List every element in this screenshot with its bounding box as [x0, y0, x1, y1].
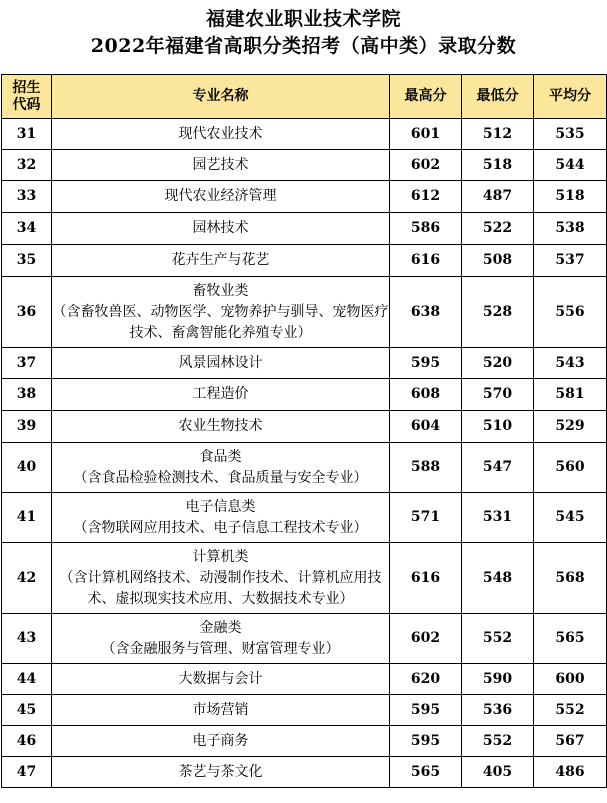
cell-major: [52, 493, 390, 543]
table-row: [2, 726, 607, 757]
table-row: [2, 245, 607, 277]
cell-code: 35: [2, 245, 52, 277]
cell-major: [52, 664, 390, 695]
cell-major: [52, 614, 390, 664]
major-name: 电子信息类: [185, 498, 256, 515]
table-row: [2, 614, 607, 664]
cell-min: 548: [462, 543, 534, 614]
major-subtext: （含金融服务与管理、财富管理专业）: [101, 640, 340, 657]
table-row: [2, 379, 607, 411]
cell-min: 552: [462, 614, 534, 664]
table-row: [2, 493, 607, 543]
table-row: [2, 543, 607, 614]
major-name: 电子商务: [192, 732, 249, 749]
cell-max: 571: [390, 493, 462, 543]
page-title-line1: 福建农业职业技术学院: [205, 8, 401, 30]
major-name: 花卉生产与花艺: [171, 252, 270, 268]
cell-min: 512: [462, 119, 534, 150]
table-row: [2, 757, 607, 788]
major-subtext: （含食品检验检测技术、食品质量与安全专业）: [73, 469, 368, 486]
cell-min: 510: [462, 411, 534, 443]
cell-avg: 544: [534, 150, 607, 181]
cell-code: 40: [2, 443, 52, 493]
cell-code: 42: [2, 543, 52, 614]
cell-code: 39: [2, 411, 52, 443]
cell-min: 518: [462, 150, 534, 181]
cell-avg: 535: [534, 119, 607, 150]
cell-code: 46: [2, 726, 52, 757]
cell-code: 34: [2, 213, 52, 245]
cell-major: [52, 181, 390, 213]
table-row: [2, 119, 607, 150]
cell-max: 586: [390, 213, 462, 245]
major-subtext: （含物联网应用技术、电子信息工程技术专业）: [73, 519, 368, 536]
cell-max: 602: [390, 150, 462, 181]
cell-code: 37: [2, 348, 52, 379]
cell-avg: 545: [534, 493, 607, 543]
major-name: 现代农业技术: [178, 125, 263, 142]
cell-min: 552: [462, 726, 534, 757]
table-row: [2, 150, 607, 181]
cell-avg: 568: [534, 543, 607, 614]
cell-major: [52, 277, 390, 348]
major-name: 园林技术: [192, 220, 249, 236]
major-name: 工程造价: [192, 386, 249, 402]
cell-avg: 581: [534, 379, 607, 411]
cell-avg: 552: [534, 695, 607, 726]
major-name: 市场营销: [192, 701, 249, 718]
cell-avg: 560: [534, 443, 607, 493]
header-max: 最高分: [390, 75, 462, 119]
cell-max: 601: [390, 119, 462, 150]
table-row: [2, 277, 607, 348]
cell-max: 602: [390, 614, 462, 664]
cell-avg: 556: [534, 277, 607, 348]
cell-avg: 538: [534, 213, 607, 245]
major-subtext: （含畜牧兽医、动物医学、宠物养护与驯导、宠物医疗技术、畜禽智能化养殖专业）: [52, 303, 389, 341]
cell-avg: 567: [534, 726, 607, 757]
major-name: 农业生物技术: [178, 418, 263, 434]
cell-max: 565: [390, 757, 462, 788]
table-row: [2, 348, 607, 379]
cell-code: 32: [2, 150, 52, 181]
cell-major: [52, 213, 390, 245]
cell-min: 508: [462, 245, 534, 277]
cell-major: [52, 348, 390, 379]
major-name: 现代农业经济管理: [164, 188, 277, 204]
table-row: [2, 411, 607, 443]
header-code-line1: 招生: [12, 79, 41, 96]
cell-code: 45: [2, 695, 52, 726]
header-avg: 平均分: [534, 75, 607, 119]
cell-max: 588: [390, 443, 462, 493]
cell-avg: 537: [534, 245, 607, 277]
cell-code: 33: [2, 181, 52, 213]
header-major: 专业名称: [52, 75, 390, 119]
cell-max: 616: [390, 543, 462, 614]
cell-code: 47: [2, 757, 52, 788]
cell-avg: 486: [534, 757, 607, 788]
cell-code: 44: [2, 664, 52, 695]
cell-major: [52, 695, 390, 726]
major-name: 食品类: [199, 448, 242, 465]
cell-code: 38: [2, 379, 52, 411]
major-name: 计算机类: [192, 548, 249, 565]
cell-major: [52, 245, 390, 277]
table-header-row: [2, 75, 607, 119]
cell-min: 520: [462, 348, 534, 379]
header-code-line2: 代码: [12, 96, 41, 113]
table-row: [2, 181, 607, 213]
table-row: [2, 213, 607, 245]
cell-avg: 518: [534, 181, 607, 213]
cell-max: 595: [390, 695, 462, 726]
cell-major: [52, 379, 390, 411]
cell-major: [52, 119, 390, 150]
cell-max: 616: [390, 245, 462, 277]
major-subtext: （含计算机网络技术、动漫制作技术、计算机应用技术、虚拟现实技术应用、大数据技术专业）: [59, 569, 382, 607]
cell-major: [52, 757, 390, 788]
cell-avg: 600: [534, 664, 607, 695]
table-row: [2, 695, 607, 726]
cell-major: [52, 411, 390, 443]
cell-code: 41: [2, 493, 52, 543]
cell-major: [52, 543, 390, 614]
cell-max: 612: [390, 181, 462, 213]
cell-min: 522: [462, 213, 534, 245]
cell-max: 604: [390, 411, 462, 443]
cell-major: [52, 150, 390, 181]
table-row: [2, 664, 607, 695]
cell-max: 638: [390, 277, 462, 348]
cell-max: 595: [390, 726, 462, 757]
cell-code: 43: [2, 614, 52, 664]
cell-avg: 529: [534, 411, 607, 443]
table-row: [2, 443, 607, 493]
header-min: 最低分: [462, 75, 534, 119]
cell-min: 536: [462, 695, 534, 726]
cell-major: [52, 726, 390, 757]
cell-major: [52, 443, 390, 493]
cell-min: 570: [462, 379, 534, 411]
major-name: 园艺技术: [192, 156, 249, 173]
major-name: 大数据与会计: [178, 670, 263, 687]
cell-avg: 543: [534, 348, 607, 379]
cell-code: 36: [2, 277, 52, 348]
cell-min: 590: [462, 664, 534, 695]
cell-max: 620: [390, 664, 462, 695]
cell-min: 405: [462, 757, 534, 788]
major-name: 茶艺与茶文化: [178, 763, 263, 780]
cell-min: 487: [462, 181, 534, 213]
cell-max: 608: [390, 379, 462, 411]
major-name: 畜牧业类: [192, 282, 249, 299]
cell-code: 31: [2, 119, 52, 150]
page-title-line2: 2022年福建省高职分类招考（高中类）录取分数: [90, 35, 517, 57]
cell-min: 528: [462, 277, 534, 348]
header-code: [2, 75, 52, 119]
cell-min: 547: [462, 443, 534, 493]
major-name: 金融类: [199, 619, 242, 636]
major-name: 风景园林设计: [178, 354, 263, 371]
cell-avg: 565: [534, 614, 607, 664]
admission-scores-table: [1, 74, 607, 788]
cell-max: 595: [390, 348, 462, 379]
cell-min: 531: [462, 493, 534, 543]
